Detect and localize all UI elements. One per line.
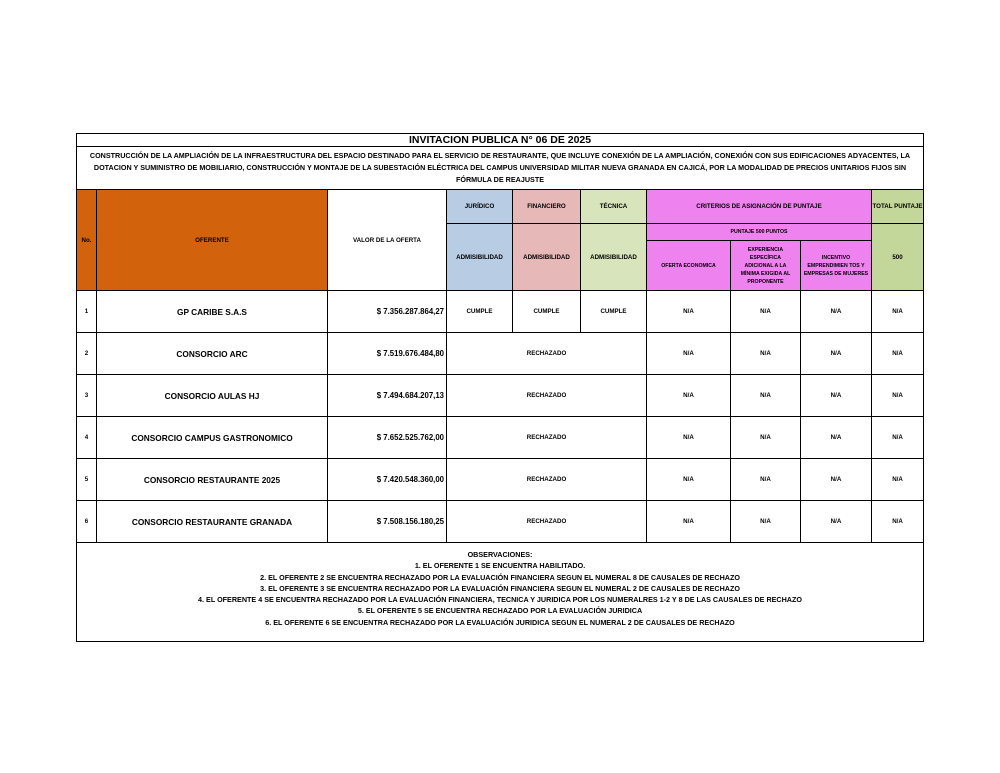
status-rechazado: RECHAZADO (447, 417, 647, 459)
observations (77, 543, 924, 642)
total-score: N/A (872, 375, 924, 417)
table-row (77, 291, 924, 333)
row-number: 2 (77, 333, 97, 375)
table-row (77, 333, 924, 375)
oferta-score: N/A (647, 333, 731, 375)
observation-line: 3. EL OFERENTE 3 SE ENCUENTRA RECHAZADO POR LA EVALUACIÓN FINANCIERA SEGUN EL NUMERAL 2 DE CAUSALES DE RECHAZO (260, 583, 740, 593)
observation-line: 1. EL OFERENTE 1 SE ENCUENTRA HABILITADO. (414, 561, 586, 571)
table-row (77, 375, 924, 417)
financiero-result: CUMPLE (513, 291, 581, 333)
oferente-name: CONSORCIO AULAS HJ (97, 375, 328, 417)
incentivo-score: N/A (801, 375, 872, 417)
evaluation-table (76, 133, 924, 642)
header-no: No. (77, 190, 97, 291)
juridico-result: CUMPLE (447, 291, 513, 333)
oferta-score: N/A (647, 459, 731, 501)
offer-value: $ 7.420.548.360,00 (328, 459, 447, 501)
oferente-name: CONSORCIO RESTAURANTE GRANADA (97, 501, 328, 543)
table-row (77, 459, 924, 501)
experiencia-score: N/A (731, 375, 801, 417)
header-tecnica: TÉCNICA (581, 190, 647, 224)
table-row (77, 417, 924, 459)
header-admisibilidad-tecnica: ADMISIBILIDAD (581, 224, 647, 291)
oferente-name: CONSORCIO CAMPUS GASTRONOMICO (97, 417, 328, 459)
experiencia-score: N/A (731, 417, 801, 459)
offer-value: $ 7.652.525.762,00 (328, 417, 447, 459)
row-number: 3 (77, 375, 97, 417)
tecnica-result: CUMPLE (581, 291, 647, 333)
header-puntaje: PUNTAJE 500 PUNTOS (647, 224, 872, 241)
header-oferta-economica: OFERTA ECONOMICA (647, 241, 731, 291)
observation-line: 6. EL OFERENTE 6 SE ENCUENTRA RECHAZADO POR LA EVALUACIÓN JURIDICA SEGUN EL NUMERAL 2 DE CAUSALES DE RECHAZO (265, 617, 735, 627)
oferta-score: N/A (647, 501, 731, 543)
evaluation-sheet (76, 133, 923, 642)
oferta-score: N/A (647, 375, 731, 417)
status-rechazado: RECHAZADO (447, 333, 647, 375)
row-number: 4 (77, 417, 97, 459)
experiencia-score: N/A (731, 459, 801, 501)
row-number: 6 (77, 501, 97, 543)
total-score: N/A (872, 291, 924, 333)
oferta-score: N/A (647, 291, 731, 333)
offer-value: $ 7.494.684.207,13 (328, 375, 447, 417)
total-score: N/A (872, 459, 924, 501)
row-number: 5 (77, 459, 97, 501)
incentivo-score: N/A (801, 501, 872, 543)
project-description: CONSTRUCCIÓN DE LA AMPLIACIÓN DE LA INFRAESTRUCTURA DEL ESPACIO DESTINADO PARA EL SERVICIO DE RESTAURANTE, QUE INCLUYE CONEXIÓN DE LA AMPLIACIÓN, CONEXIÓN CON SUS EDIFICACIONES ADYACENTES, LA DOTACION Y SUMINISTRO DE MOBILIARIO, CONSTRUCCIÓN Y MONTAJE DE LA SUBESTACIÓN ELÉCTRICA DEL CAMPUS UNIVERSIDAD MILITAR NUEVA GRANADA EN CAJICÁ, POR LA MODALIDAD DE PRECIOS UNITARIOS FIJOS SIN FÓRMULA DE REAJUSTE (77, 147, 924, 190)
header-total-value: 500 (872, 224, 924, 291)
incentivo-score: N/A (801, 291, 872, 333)
observation-line: 4. EL OFERENTE 4 SE ENCUENTRA RECHAZADO POR LA EVALUACIÓN FINANCIERA, TECNICA Y JURIDICA POR LOS NUMERALRES 1-2 Y 8 DE LAS CAUSALES DE RECHAZO (198, 595, 802, 605)
offer-value: $ 7.519.676.484,80 (328, 333, 447, 375)
oferente-name: GP CARIBE S.A.S (97, 291, 328, 333)
header-incentivo: INCENTIVO EMPRENDIMIEN TOS Y EMPRESAS DE MUJERES (801, 241, 872, 291)
experiencia-score: N/A (731, 333, 801, 375)
total-score: N/A (872, 417, 924, 459)
status-rechazado: RECHAZADO (447, 501, 647, 543)
header-oferente: OFERENTE (97, 190, 328, 291)
total-score: N/A (872, 333, 924, 375)
experiencia-score: N/A (731, 291, 801, 333)
table-row (77, 501, 924, 543)
oferente-name: CONSORCIO RESTAURANTE 2025 (97, 459, 328, 501)
oferta-score: N/A (647, 417, 731, 459)
header-financiero: FINANCIERO (513, 190, 581, 224)
observations-title: OBSERVACIONES: (467, 550, 533, 559)
header-total: TOTAL PUNTAJE (872, 190, 924, 224)
header-experiencia: EXPERIENCIA ESPECÍFICA ADICIONAL A LA MÍNIMA EXIGIDA AL PROPONENTE (731, 241, 801, 291)
header-juridico: JURÍDICO (447, 190, 513, 224)
header-admisibilidad-juridico: ADMISIBILIDAD (447, 224, 513, 291)
row-number: 1 (77, 291, 97, 333)
offer-value: $ 7.508.156.180,25 (328, 501, 447, 543)
header-valor: VALOR DE LA OFERTA (328, 190, 447, 291)
incentivo-score: N/A (801, 417, 872, 459)
header-admisibilidad-financiero: ADMISIBILIDAD (513, 224, 581, 291)
status-rechazado: RECHAZADO (447, 375, 647, 417)
observations-row (77, 543, 924, 642)
total-score: N/A (872, 501, 924, 543)
header-criterios: CRITERIOS DE ASIGNACIÓN DE PUNTAJE (647, 190, 872, 224)
observation-line: 5. EL OFERENTE 5 SE ENCUENTRA RECHAZADO POR LA EVALUACIÓN JURIDICA (357, 606, 643, 616)
observation-line: 2. EL OFERENTE 2 SE ENCUENTRA RECHAZADO POR LA EVALUACIÓN FINANCIERA SEGUN EL NUMERAL 8 DE CAUSALES DE RECHAZO (260, 572, 740, 582)
incentivo-score: N/A (801, 333, 872, 375)
status-rechazado: RECHAZADO (447, 459, 647, 501)
experiencia-score: N/A (731, 501, 801, 543)
oferente-name: CONSORCIO ARC (97, 333, 328, 375)
offer-value: $ 7.356.287.864,27 (328, 291, 447, 333)
page-title: INVITACION PUBLICA N° 06 DE 2025 (77, 134, 924, 147)
incentivo-score: N/A (801, 459, 872, 501)
